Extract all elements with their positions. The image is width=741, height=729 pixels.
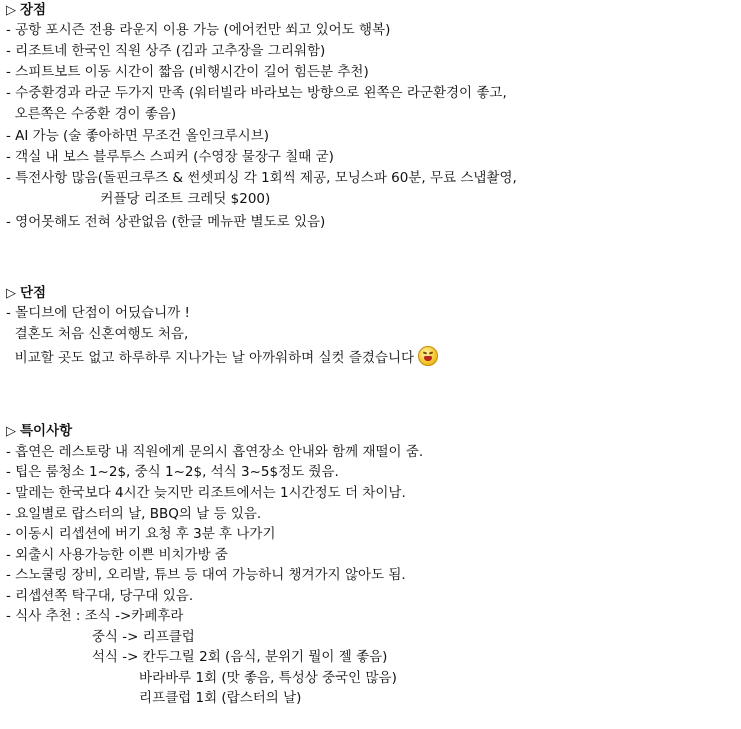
notes-line: - 식사 추천 : 조식 ->카페후라 <box>6 608 184 624</box>
pros-line: - 객실 내 보스 블루투스 스피커 (수영장 물장구 칠때 굳) <box>6 149 334 165</box>
pros-line: - 영어못해도 전혀 상관없음 (한글 메뉴판 별도로 있음) <box>6 214 326 230</box>
pros-line: 오른쪽은 수중환 경이 좋음) <box>6 106 177 122</box>
notes-line: - 팁은 룸청소 1~2$, 중식 1~2$, 석식 3~5$정도 줬음. <box>6 464 339 480</box>
pros-line: - 수중환경과 라군 두가지 만족 (워터빌라 바라보는 방향으로 왼쪽은 라군환경이 좋고, <box>6 85 507 101</box>
laughing-face-icon <box>418 346 438 366</box>
cons-line: - 몰디브에 단점이 어딨습니까 ! <box>6 305 190 321</box>
triangle-icon: ▷ <box>6 424 16 439</box>
notes-line: 바라바루 1회 (맛 좋음, 특성상 중국인 많음) <box>6 670 397 686</box>
pros-heading <box>6 0 46 20</box>
triangle-icon: ▷ <box>6 286 16 301</box>
pros-line: - AI 가능 (술 좋아하면 무조건 올인크루시브) <box>6 128 270 144</box>
notes-line: 중식 -> 리프클럽 <box>6 629 195 645</box>
notes-heading <box>6 421 72 441</box>
triangle-icon: ▷ <box>6 3 16 18</box>
pros-line: 커플당 리조트 크레딧 $200) <box>6 191 271 207</box>
cons-line: 비교할 곳도 없고 하루하루 지나가는 날 아까워하며 실컷 즐겼습니다 <box>6 350 415 366</box>
notes-line: 석식 -> 칸두그릴 2회 (음식, 분위기 뭘이 젤 좋음) <box>6 649 388 665</box>
notes-line: - 스노쿨링 장비, 오리발, 튜브 등 대여 가능하니 챙겨가지 않아도 됨. <box>6 567 406 583</box>
notes-heading-text: 특이사항 <box>20 423 73 439</box>
pros-line: - 공항 포시즌 전용 라운지 이용 가능 (에어컨만 쐬고 있어도 행복) <box>6 22 391 38</box>
pros-heading-text: 장점 <box>20 2 47 18</box>
notes-line: 리프클럽 1회 (랍스터의 날) <box>6 690 302 706</box>
cons-line-with-emoji <box>6 346 438 366</box>
notes-line: - 이동시 리셉션에 버기 요청 후 3분 후 나가기 <box>6 526 276 542</box>
cons-heading <box>6 283 46 303</box>
notes-line: - 리셉션쪽 탁구대, 당구대 있음. <box>6 588 194 604</box>
cons-heading-text: 단점 <box>20 285 47 301</box>
pros-line: - 리조트네 한국인 직원 상주 (김과 고추장을 그리워함) <box>6 43 326 59</box>
notes-line: - 요일별로 랍스터의 날, BBQ의 날 등 있음. <box>6 506 262 522</box>
notes-line: - 말레는 한국보다 4시간 늦지만 리조트에서는 1시간정도 더 차이남. <box>6 485 406 501</box>
notes-line: - 외출시 사용가능한 이쁜 비치가방 줌 <box>6 547 228 563</box>
pros-line: - 스피트보트 이동 시간이 짧음 (비행시간이 길어 힘든분 추천) <box>6 64 369 80</box>
notes-line: - 흡연은 레스토랑 내 직원에게 문의시 흡연장소 안내와 함께 재떨이 줌. <box>6 444 424 460</box>
cons-line: 결혼도 처음 신혼여행도 처음, <box>6 326 189 342</box>
pros-line: - 특전사항 많음(돌핀크루즈 & 썬셋피싱 각 1회씩 제공, 모닝스파 60분, 무료 스냅촬영, <box>6 170 517 186</box>
